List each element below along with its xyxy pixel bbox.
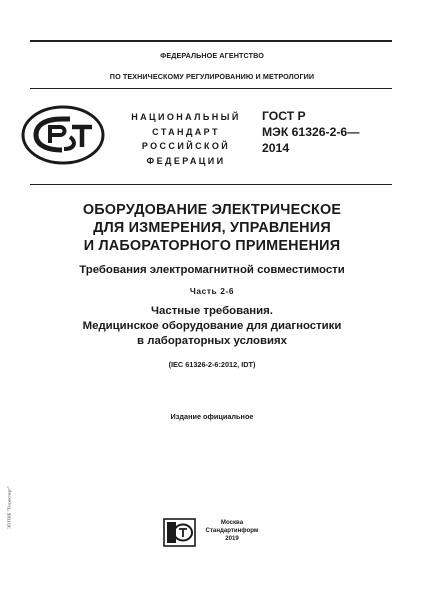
publisher-city: Москва [220, 519, 244, 526]
title-rule [30, 184, 392, 185]
header-rule [30, 88, 392, 89]
national-standard-line-3: РОССИЙСКОЙ [141, 141, 231, 151]
subtitle: Требования электромагнитной совместимости [79, 264, 345, 276]
national-standard-line-1: НАЦИОНАЛЬНЫЙ [131, 112, 241, 122]
national-standard-line-4: ФЕДЕРАЦИИ [146, 155, 226, 166]
title-line-1: ОБОРУДОВАНИЕ ЭЛЕКТРИЧЕСКОЕ [82, 202, 342, 218]
standartinform-logo-icon [163, 518, 196, 547]
part-number: Часть 2-6 [189, 286, 235, 296]
specific-line-1: Частные требования. [151, 305, 273, 317]
iec-reference: (IEC 61326-2-6:2012, IDT) [168, 360, 256, 369]
publisher-name: Стандартинформ [205, 527, 259, 534]
specific-line-3: в лабораторных условиях [137, 335, 287, 347]
gost-r-emblem-icon [20, 103, 106, 167]
publisher-year: 2019 [225, 535, 239, 542]
designation-line-2: МЭК 61326-2-6— [262, 125, 360, 139]
title-line-2: ДЛЯ ИЗМЕРЕНИЯ, УПРАВЛЕНИЯ [93, 220, 331, 236]
top-rule [30, 40, 392, 42]
title-line-3: И ЛАБОРАТОРНОГО ПРИМЕНЕНИЯ [83, 238, 341, 254]
agency-line-2: ПО ТЕХНИЧЕСКОМУ РЕГУЛИРОВАНИЮ И МЕТРОЛОГИИ [109, 72, 315, 81]
national-standard-line-2: СТАНДАРТ [152, 126, 220, 137]
designation-line-1: ГОСТ Р [262, 109, 306, 123]
agency-line-1: ФЕДЕРАЛЬНОЕ АГЕНТСТВО [160, 51, 264, 60]
edition-label: Издание официальное [170, 412, 254, 421]
side-watermark-note: ЭЛ ПНБ "Техэксперт" [6, 486, 12, 529]
specific-line-2: Медицинское оборудование для диагностики [82, 320, 342, 332]
designation-line-3: 2014 [262, 141, 290, 155]
